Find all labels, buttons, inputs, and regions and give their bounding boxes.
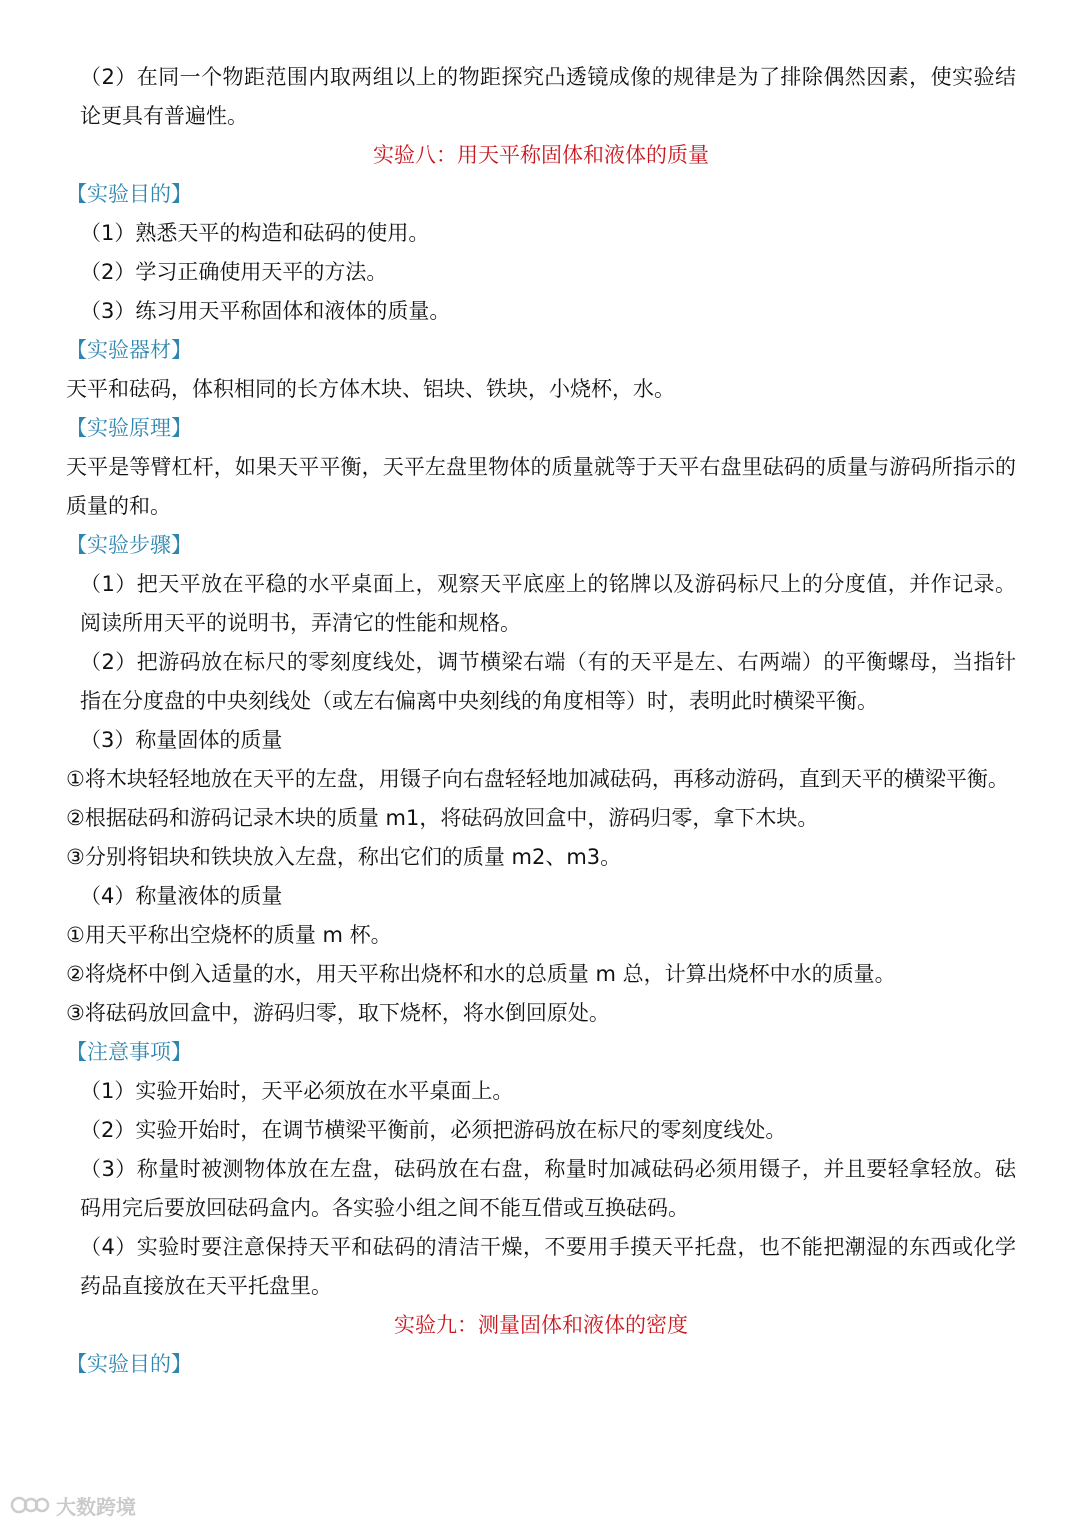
step-3: （3）称量固体的质量 <box>80 728 283 752</box>
heading-purpose-9: 【实验目的】 <box>66 1352 192 1376</box>
purpose-item-2: （2）学习正确使用天平的方法。 <box>80 260 388 284</box>
step-1: （1）把天平放在平稳的水平桌面上，观察天平底座上的铭牌以及游码标尺上的分度值，并作记录。阅读所用天平的说明书，弄清它的性能和规格。 <box>80 572 1016 635</box>
heading-principle: 【实验原理】 <box>66 416 192 440</box>
document-page <box>66 58 1016 1384</box>
heading-purpose: 【实验目的】 <box>66 182 192 206</box>
purpose-item-1: （1）熟悉天平的构造和砝码的使用。 <box>80 221 430 245</box>
note-3: （3）称量时被测物体放在左盘，砝码放在右盘，称量时加减砝码必须用镊子，并且要轻拿轻放。砝码用完后要放回砝码盒内。各实验小组之间不能互借或互换砝码。 <box>80 1157 1016 1220</box>
equipment-text: 天平和砝码，体积相同的长方体木块、铝块、铁块，小烧杯，水。 <box>66 377 675 401</box>
step-2: （2）把游码放在标尺的零刻度线处，调节横梁右端（有的天平是左、右两端）的平衡螺母，当指针指在分度盘的中央刻线处（或左右偏离中央刻线的角度相等）时，表明此时横梁平衡。 <box>80 650 1016 713</box>
step-4-substep-2: ②将烧杯中倒入适量的水，用天平称出烧杯和水的总质量 m 总，计算出烧杯中水的质量。 <box>66 962 896 986</box>
step-3-substep-2: ②根据砝码和游码记录木块的质量 m1，将砝码放回盒中，游码归零，拿下木块。 <box>66 806 819 830</box>
experiment-9-title: 实验九：测量固体和液体的密度 <box>394 1313 688 1337</box>
step-3-substep-1: ①将木块轻轻地放在天平的左盘，用镊子向右盘轻轻地加减砝码，再移动游码，直到天平的横梁平衡。 <box>66 767 1009 791</box>
purpose-item-3: （3）练习用天平称固体和液体的质量。 <box>80 299 451 323</box>
heading-steps: 【实验步骤】 <box>66 533 192 557</box>
principle-text: 天平是等臂杠杆，如果天平平衡，天平左盘里物体的质量就等于天平右盘里砝码的质量与游码所指示的质量的和。 <box>66 455 1016 518</box>
note-1: （1）实验开始时，天平必须放在水平桌面上。 <box>80 1079 514 1103</box>
step-4-substep-1: ①用天平称出空烧杯的质量 m 杯。 <box>66 923 392 947</box>
watermark-text: 大数跨境 <box>56 1494 136 1519</box>
paragraph-convex-lens-note: （2）在同一个物距范围内取两组以上的物距探究凸透镜成像的规律是为了排除偶然因素，使实验结论更具有普遍性。 <box>80 65 1016 128</box>
note-2: （2）实验开始时，在调节横梁平衡前，必须把游码放在标尺的零刻度线处。 <box>80 1118 787 1142</box>
step-4-substep-3: ③将砝码放回盒中，游码归零，取下烧杯，将水倒回原处。 <box>66 1001 610 1025</box>
watermark-logo-icon <box>10 1492 50 1518</box>
experiment-8-title: 实验八：用天平称固体和液体的质量 <box>373 143 709 167</box>
heading-notes: 【注意事项】 <box>66 1040 192 1064</box>
note-4: （4）实验时要注意保持天平和砝码的清洁干燥，不要用手摸天平托盘，也不能把潮湿的东西或化学药品直接放在天平托盘里。 <box>80 1235 1016 1298</box>
step-4: （4）称量液体的质量 <box>80 884 283 908</box>
step-3-substep-3: ③分别将铝块和铁块放入左盘，称出它们的质量 m2、m3。 <box>66 845 622 869</box>
watermark <box>10 1490 136 1520</box>
heading-equipment: 【实验器材】 <box>66 338 192 362</box>
